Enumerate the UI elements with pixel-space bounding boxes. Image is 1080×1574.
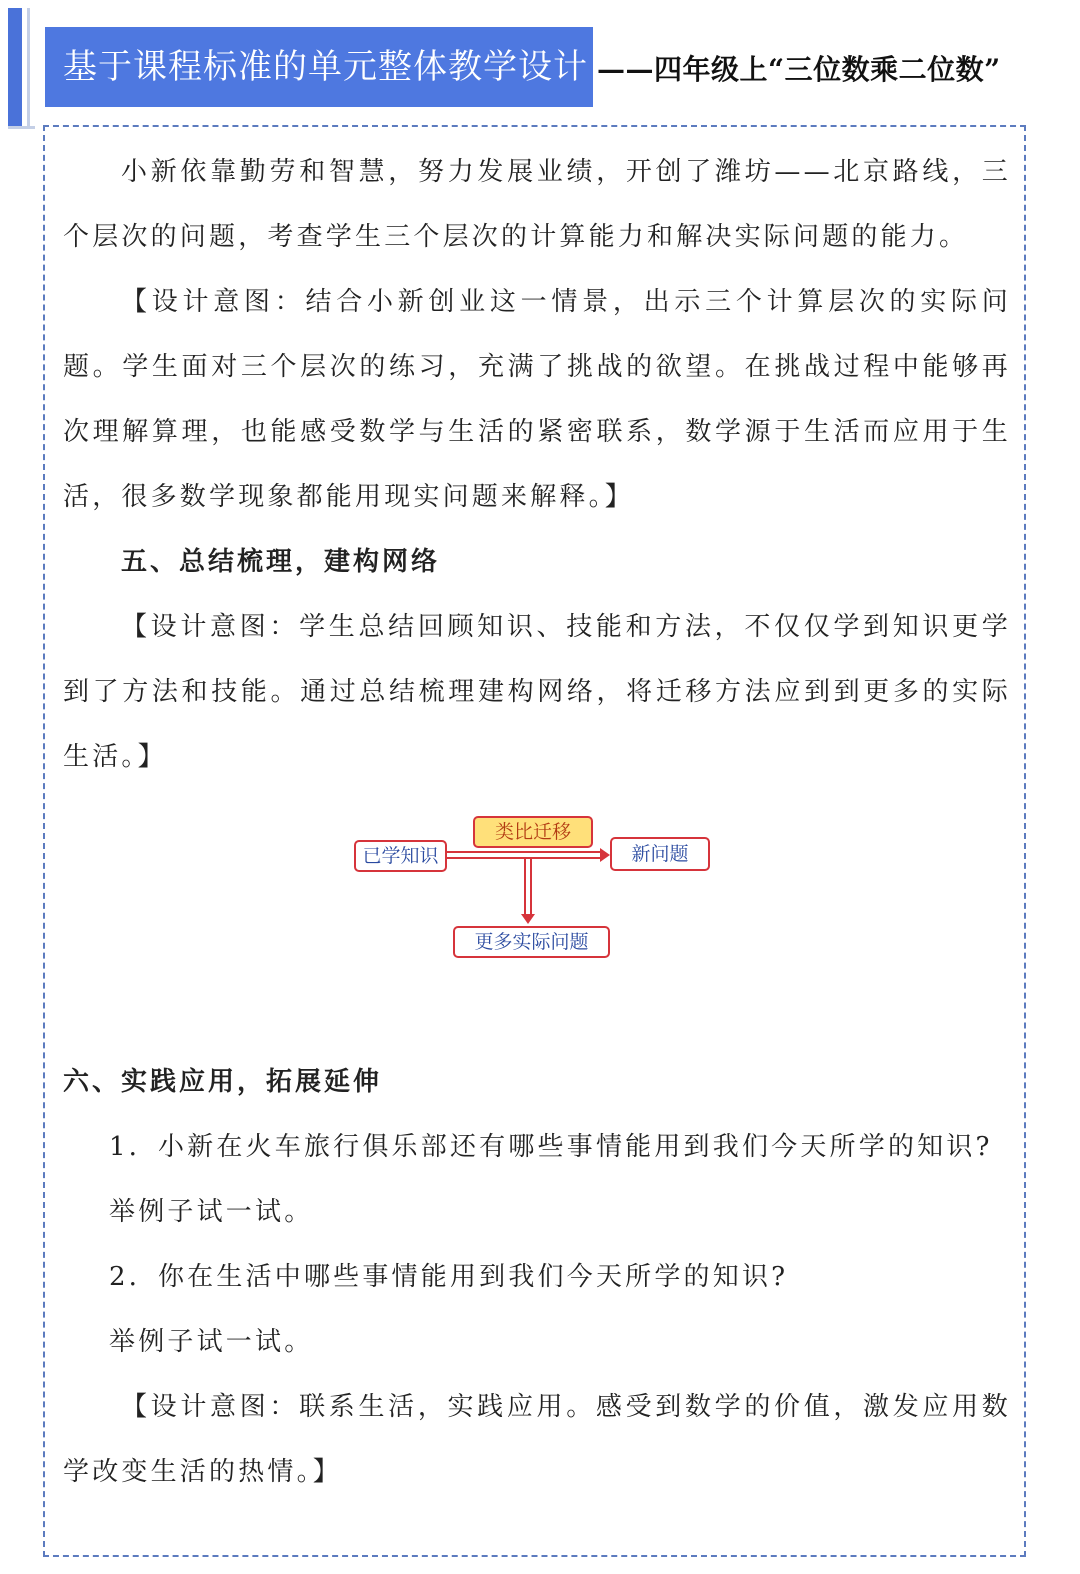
paragraph-design-intent-2: 【设计意图：学生总结回顾知识、技能和方法，不仅仅学到知识更学到了方法和技能。通过总结梳理建构网络，将迁移方法应到到更多的实际生活。】 xyxy=(63,612,1011,772)
paragraph-design-intent-1: 【设计意图：结合小新创业这一情景，出示三个计算层次的实际问题。学生面对三个层次的练习，充满了挑战的欲望。在挑战过程中能够再次理解算理，也能感受数学与生活的紧密联系，数学源于生活而应用于生活，很多数学现象都能用现实问题来解释。】 xyxy=(63,287,1011,512)
box-more-problems: 更多实际问题 xyxy=(453,926,610,958)
section-heading-6: 六、实践应用，拓展延伸 xyxy=(63,1067,383,1097)
question-1-prompt: 举例子试一试。 xyxy=(109,1197,314,1227)
question-2: 2．你在生活中哪些事情能用到我们今天所学的知识? xyxy=(109,1262,789,1292)
box-analogy-transfer: 类比迁移 xyxy=(473,816,593,848)
accent-bar-inner xyxy=(22,8,30,126)
question-1: 1．小新在火车旅行俱乐部还有哪些事情能用到我们今天所学的知识? xyxy=(109,1132,993,1162)
arrow-head-right xyxy=(600,848,610,862)
question-2-prompt: 举例子试一试。 xyxy=(109,1327,314,1357)
accent-bar xyxy=(8,8,22,126)
section-heading-5: 五、总结梳理，建构网络 xyxy=(121,547,441,577)
box-new-problem: 新问题 xyxy=(610,837,710,871)
accent-bar-bottom xyxy=(8,126,35,129)
document-title: 基于课程标准的单元整体教学设计 xyxy=(45,27,593,107)
arrow-head-down xyxy=(521,914,535,924)
paragraph-design-intent-3: 【设计意图：联系生活，实践应用。感受到数学的价值，激发应用数学改变生活的热情。】 xyxy=(63,1392,1011,1487)
knowledge-transfer-diagram xyxy=(352,812,714,962)
paragraph-scenario: 小新依靠勤劳和智慧，努力发展业绩，开创了潍坊——北京路线，三个层次的问题，考查学生三个层次的计算能力和解决实际问题的能力。 xyxy=(63,157,1011,252)
document-subtitle: ——四年级上“三位数乘二位数” xyxy=(597,53,1001,86)
box-known-knowledge: 已学知识 xyxy=(354,840,447,872)
